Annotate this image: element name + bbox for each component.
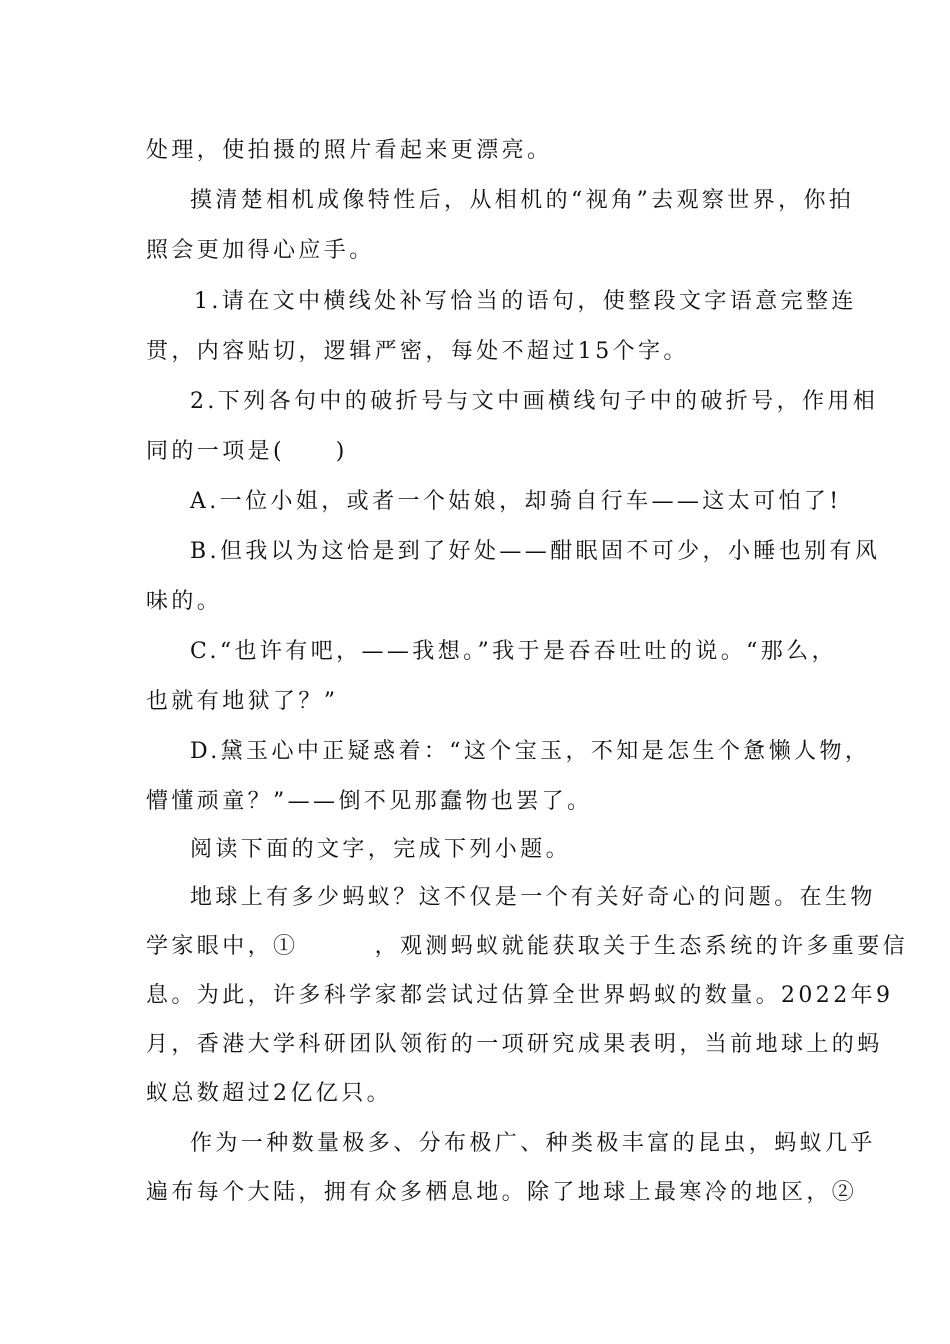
reading-instruction: 阅读下面的文字，完成下列小题。 [190,837,572,862]
option-d: D.黛玉心中正疑惑着：“这个宝玉，不知是怎生个惫懒人物， [190,739,871,764]
option-a: A.一位小姐，或者一个姑娘，却骑自行车——这太可怕了! [190,489,842,514]
text-line: 贯，内容贴切，逻辑严密，每处不超过15个字。 [146,339,689,364]
option-b: B.但我以为这恰是到了好处——酣眠固不可少，小睡也别有风 [190,539,881,564]
passage-line: 学家眼中，① ，观测蚂蚁就能获取关于生态系统的许多重要信 [146,934,909,959]
passage-line: 蚁总数超过2亿亿只。 [146,1081,392,1106]
question-2: 2.下列各句中的破折号与文中画横线句子中的破折号，作用相 [190,389,879,414]
option-c: C.“也许有吧，——我想。”我于是吞吞吐吐的说。“那么， [190,639,837,664]
text-line: 同的一项是( ) [146,439,348,464]
passage-line: 地球上有多少蚂蚁？这不仅是一个有关好奇心的问题。在生物 [190,885,876,910]
passage-line: 息。为此，许多科学家都尝试过估算全世界蚂蚁的数量。2022年9 [146,983,894,1008]
text-line: 处理，使拍摄的照片看起来更漂亮。 [146,138,553,163]
text-line: 也就有地狱了？” [146,689,339,714]
text-line: 懵懂顽童？”——倒不见那蠢物也罢了。 [146,789,593,814]
text-line: 摸清楚相机成像特性后，从相机的“视角”去观察世界，你拍 [190,188,855,213]
question-1: 1.请在文中横线处补写恰当的语句，使整段文字语意完整连 [194,289,857,314]
passage-line: 作为一种数量极多、分布极广、种类极丰富的昆虫，蚂蚁几乎 [190,1131,876,1156]
passage-line: 月，香港大学科研团队领衔的一项研究成果表明，当前地球上的蚂 [146,1032,883,1057]
text-line: 照会更加得心应手。 [146,238,375,263]
text-line: 味的。 [146,589,223,614]
passage-line: 遍布每个大陆，拥有众多栖息地。除了地球上最寒冷的地区，② [146,1180,858,1205]
